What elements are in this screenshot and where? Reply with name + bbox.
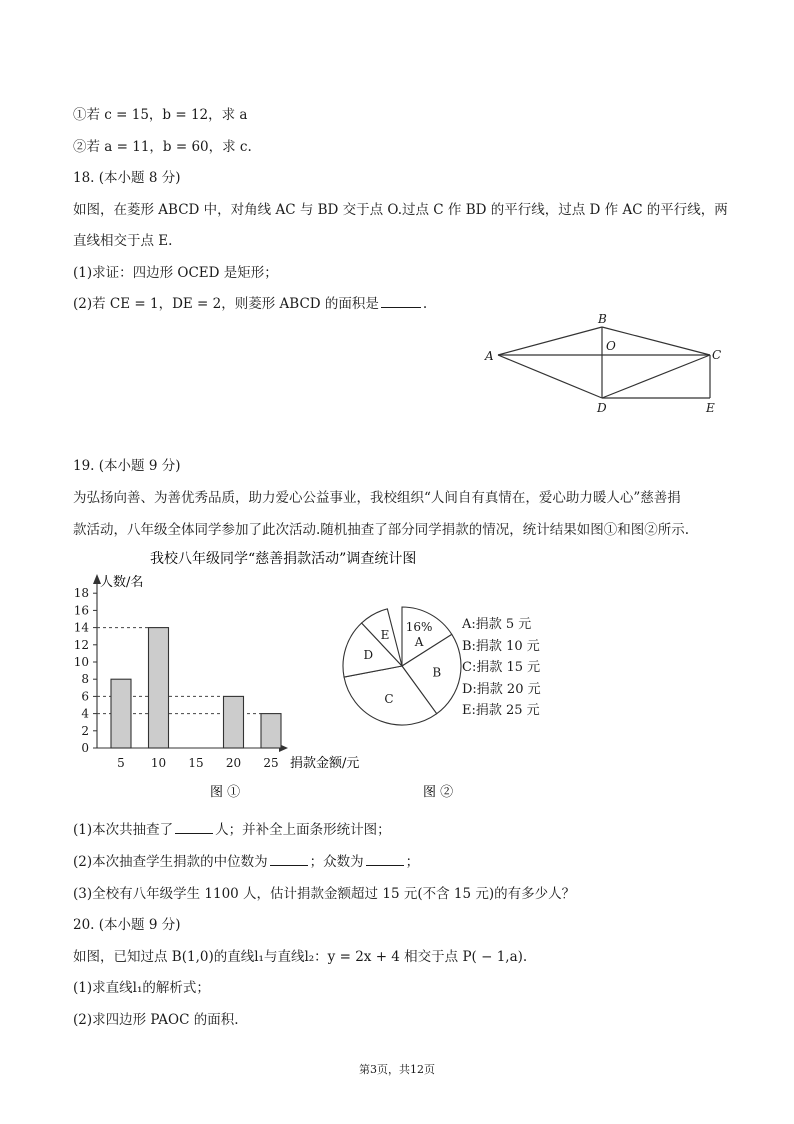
- label-d: D: [597, 401, 607, 415]
- q18-header: 18. (本小题 8 分): [73, 170, 181, 186]
- bar-20: [224, 696, 244, 748]
- x-tick-label: 5: [117, 756, 125, 770]
- page-footer: 第3页，共12页: [359, 1063, 435, 1076]
- q18-part2: [73, 292, 427, 312]
- q19-part3: (3)全校有八年级学生 1100 人，估计捐款金额超过 15 元(不含 15 元)的有多少人？: [73, 886, 576, 902]
- q19-text-line1: 为弘扬向善、为善优秀品质，助力爱心公益事业，我校组织“人间自有真情在，爱心助力暖人心”慈善捐: [73, 490, 681, 506]
- legend-item-c: C:捐款 15 元: [462, 660, 541, 675]
- side-ab: [498, 327, 602, 355]
- q19-part1: [73, 818, 391, 838]
- chart-title: 我校八年级同学“慈善捐款活动”调查统计图: [150, 551, 417, 567]
- pie-percent-label: 16%: [405, 619, 433, 634]
- answer-blank: [366, 855, 404, 866]
- legend-item-e: E:捐款 25 元: [462, 703, 540, 718]
- q19-header: 19. (本小题 9 分): [73, 458, 181, 474]
- y-tick-label: 6: [81, 689, 89, 704]
- q18-part1: (1)求证：四边形 OCED 是矩形；: [73, 265, 278, 281]
- x-tick-label: 15: [188, 756, 204, 770]
- pie-slice-label: A: [414, 634, 424, 649]
- label-o: O: [606, 339, 616, 353]
- label-a: A: [485, 349, 494, 363]
- label-c: C: [712, 348, 722, 362]
- q19-part1-end: 人；并补全上面条形统计图；: [215, 822, 391, 838]
- q17-part1: ①若 c = 15，b = 12，求 a: [73, 107, 248, 123]
- rhombus-figure: [480, 310, 730, 420]
- answer-blank: [381, 297, 421, 308]
- bar-25: [261, 714, 281, 748]
- y-tick-label: 8: [81, 672, 89, 687]
- q17-part2: ②若 a = 11，b = 60，求 c.: [73, 139, 252, 155]
- pie-slice-label: C: [384, 691, 394, 706]
- legend-item-b: B:捐款 10 元: [462, 639, 540, 654]
- answer-blank: [175, 823, 213, 834]
- q19-part2-mid: ；众数为: [309, 854, 364, 870]
- q18-text-line2: 直线相交于点 E.: [73, 233, 173, 249]
- x-tick-label: 25: [263, 756, 279, 770]
- label-e: E: [706, 401, 715, 415]
- y-tick-label: 12: [73, 637, 89, 652]
- q19-part1-text: (1)本次共抽查了: [73, 822, 174, 838]
- q19-part2: [73, 850, 419, 870]
- legend-item-a: A:捐款 5 元: [462, 617, 532, 632]
- y-tick-label: 18: [73, 586, 89, 601]
- q20-text-line1: 如图，已知过点 B(1,0)的直线l₁与直线l₂：y = 2x + 4 相交于点 P( − 1,a).: [73, 949, 528, 965]
- q18-part2-end: .: [422, 296, 428, 312]
- q19-part2-end: ；: [405, 854, 420, 870]
- y-tick-label: 14: [73, 620, 89, 635]
- q19-part2-text: (2)本次抽查学生捐款的中位数为: [73, 854, 268, 870]
- figure1-caption: 图 ①: [210, 785, 241, 800]
- y-tick-label: 2: [81, 723, 89, 738]
- q20-header: 20. (本小题 9 分): [73, 917, 181, 933]
- y-tick-label: 0: [81, 741, 89, 755]
- y-tick-label: 16: [73, 603, 89, 618]
- label-b: B: [598, 312, 607, 326]
- pie-slice-label: D: [363, 648, 374, 663]
- x-axis-label: 捐款金额/元: [290, 756, 360, 771]
- q20-part2: (2)求四边形 PAOC 的面积.: [73, 1012, 239, 1028]
- side-bc: [602, 327, 710, 355]
- pie-slice-label: E: [380, 627, 390, 642]
- q20-part1: (1)求直线l₁的解析式；: [73, 980, 210, 996]
- x-tick-label: 10: [150, 756, 167, 770]
- figure2-caption: 图 ②: [423, 785, 454, 800]
- q18-text-line1: 如图，在菱形 ABCD 中，对角线 AC 与 BD 交于点 O.过点 C 作 BD 的平行线，过点 D 作 AC 的平行线，两: [73, 202, 728, 218]
- side-cd: [602, 355, 710, 398]
- pie-slice-label: B: [432, 665, 442, 680]
- x-tick-label: 20: [225, 756, 242, 770]
- y-tick-label: 4: [81, 706, 89, 721]
- q19-text-line2: 款活动，八年级全体同学参加了此次活动.随机抽查了部分同学捐款的情况，统计结果如图①和图②所示.: [73, 522, 690, 538]
- legend-item-d: D:捐款 20 元: [462, 682, 541, 697]
- y-tick-label: 10: [73, 655, 89, 669]
- bar-10: [149, 628, 169, 748]
- side-da: [498, 355, 602, 398]
- q18-part2-text: (2)若 CE = 1，DE = 2，则菱形 ABCD 的面积是: [73, 296, 379, 312]
- bar-5: [111, 679, 131, 748]
- answer-blank: [270, 855, 308, 866]
- statistics-figure: [60, 540, 620, 810]
- y-axis-label: 人数/名: [100, 575, 144, 590]
